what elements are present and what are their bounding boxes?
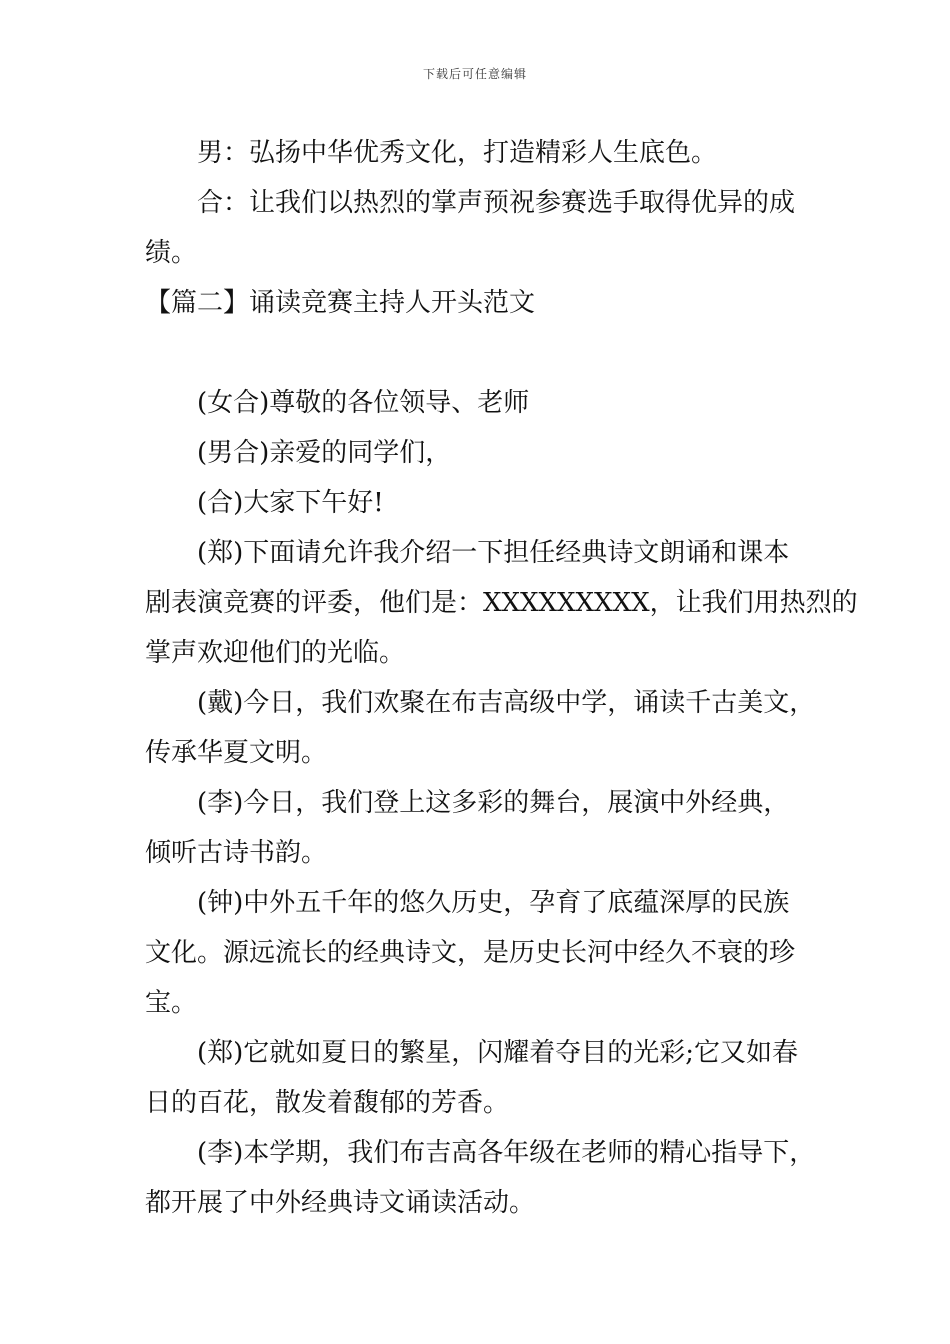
paragraph-line: 文化。源远流长的经典诗文，是历史长河中经久不衰的珍 xyxy=(145,938,796,968)
paragraph-line: 传承华夏文明。 xyxy=(145,738,328,768)
paragraph-line: 绩。 xyxy=(145,238,198,268)
blank-line xyxy=(145,328,825,378)
paragraph-line: (郑)它就如夏日的繁星，闪耀着夺目的光彩;它又如春 xyxy=(197,1038,799,1068)
paragraph-line: 倾听古诗书韵。 xyxy=(145,838,328,868)
paragraph-line: 日的百花，散发着馥郁的芳香。 xyxy=(145,1088,510,1118)
paragraph-line: (钟)中外五千年的悠久历史，孕育了底蕴深厚的民族 xyxy=(197,888,790,918)
paragraph-line: (合)大家下午好! xyxy=(197,488,384,518)
paragraph-line: 掌声欢迎他们的光临。 xyxy=(145,638,406,668)
page-header: 下载后可任意编辑 xyxy=(422,67,527,81)
paragraph-line: 剧表演竞赛的评委，他们是：XXXXXXXXX，让我们用热烈的 xyxy=(145,588,858,618)
paragraph-line: 都开展了中外经典诗文诵读活动。 xyxy=(145,1188,536,1218)
paragraph-line: 宝。 xyxy=(145,988,198,1018)
paragraph-line: 合：让我们以热烈的掌声预祝参赛选手取得优异的成 xyxy=(197,188,796,218)
paragraph-line: (李)今日，我们登上这多彩的舞台，展演中外经典， xyxy=(197,788,790,818)
paragraph-line: (郑)下面请允许我介绍一下担任经典诗文朗诵和课本 xyxy=(197,538,790,568)
paragraph-line: (女合)尊敬的各位领导、老师 xyxy=(197,388,530,418)
document-body xyxy=(145,128,858,1228)
paragraph-line: 男：弘扬中华优秀文化，打造精彩人生底色。 xyxy=(197,138,718,168)
paragraph-line: (李)本学期，我们布吉高各年级在老师的精心指导下， xyxy=(197,1138,816,1168)
paragraph-line: (男合)亲爱的同学们， xyxy=(197,438,452,468)
section-heading: 【篇二】诵读竞赛主持人开头范文 xyxy=(145,288,536,318)
paragraph-line: (戴)今日，我们欢聚在布吉高级中学，诵读千古美文， xyxy=(197,688,816,718)
